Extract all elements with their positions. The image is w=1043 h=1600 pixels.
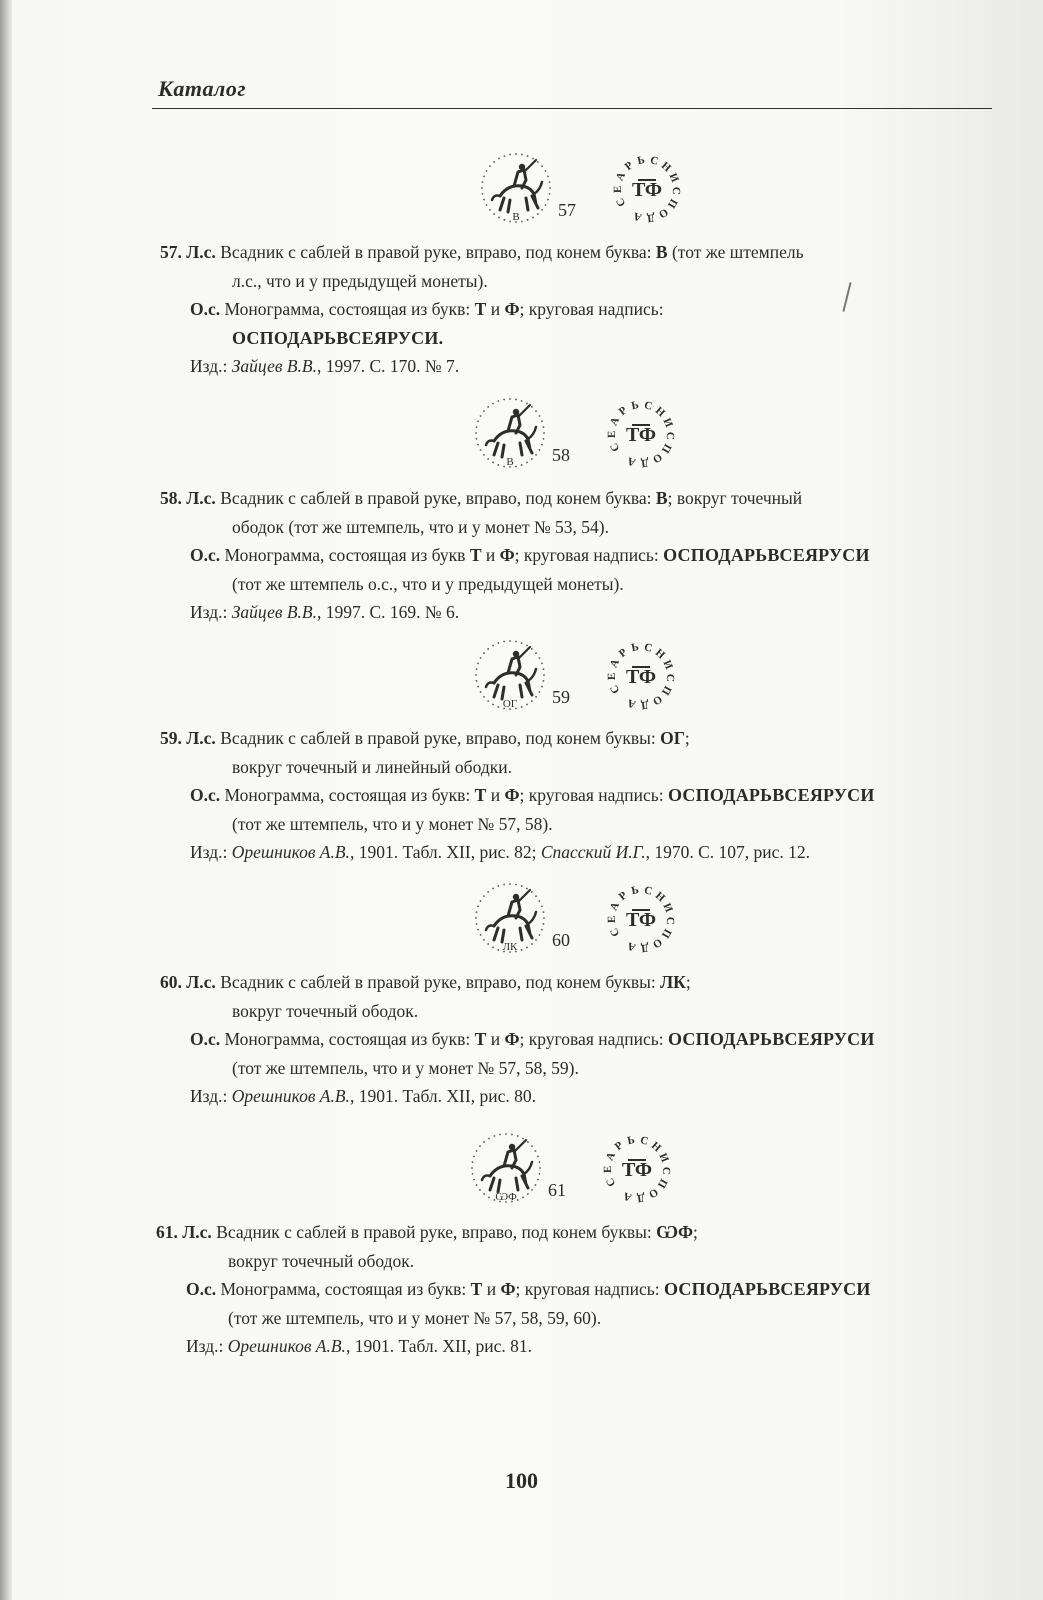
legend-letter: О bbox=[656, 205, 671, 221]
entry-number: 60. bbox=[160, 972, 182, 992]
obverse-label: Л.с. bbox=[186, 488, 216, 508]
reverse-legend: ОСПОДАРЬВСЕЯРУСИ. bbox=[232, 327, 444, 348]
reverse-text: Монограмма, состоящая из букв bbox=[224, 545, 470, 565]
coin-number: 60 bbox=[552, 930, 570, 950]
monogram-letter-f: Ф bbox=[504, 785, 520, 805]
reverse-description-continued: (тот же штемпель, что и у монет № 57, 58). bbox=[232, 813, 553, 834]
obverse-text-tail: ; вокруг точечный bbox=[667, 488, 803, 508]
legend-letter: А bbox=[626, 454, 638, 469]
monogram-letter-f: Ф bbox=[500, 1279, 516, 1299]
coin-obverse-rider-image bbox=[472, 395, 548, 471]
obverse-text: Всадник с саблей в правой руке, вправо, под конем буквы: bbox=[220, 728, 661, 748]
legend-letter: С bbox=[638, 1134, 650, 1148]
publication-author: Орешников А.В. bbox=[231, 1086, 350, 1106]
legend-letter: С bbox=[604, 1175, 619, 1189]
obverse-label: Л.с. bbox=[186, 728, 216, 748]
obverse-text-tail: ; bbox=[684, 728, 690, 748]
monogram-letter-t: Т bbox=[474, 785, 487, 805]
reverse-and: и bbox=[481, 545, 500, 565]
legend-letter: П bbox=[658, 926, 674, 941]
obverse-text: Всадник с саблей в правой руке, вправо, под конем буква: bbox=[220, 488, 656, 508]
obverse-letters: ѠФ bbox=[656, 1222, 694, 1242]
reverse-and: и bbox=[486, 299, 505, 319]
legend-letter: А bbox=[626, 696, 638, 711]
reverse-text-tail: ; круговая надпись: bbox=[519, 785, 668, 805]
legend-letter: О bbox=[646, 1185, 661, 1201]
page-header-title: Каталог bbox=[158, 76, 246, 101]
legend-letter: Н bbox=[658, 159, 674, 175]
obverse-description-line bbox=[160, 968, 1000, 997]
publication-author: Зайцев В.В. bbox=[231, 356, 317, 376]
svg-text:ОГ: ОГ bbox=[502, 698, 518, 710]
obverse-letters: В bbox=[655, 488, 668, 508]
publication-author-2: Спасский И.Г. bbox=[540, 842, 646, 862]
catalog-entry bbox=[160, 724, 1000, 867]
catalog-entry bbox=[156, 1218, 996, 1361]
reverse-text: Монограмма, состоящая из букв: bbox=[224, 1029, 475, 1049]
obverse-description-line bbox=[160, 484, 1000, 513]
reverse-label: О.с. bbox=[186, 1279, 217, 1299]
legend-letter: Ь bbox=[630, 640, 640, 655]
reverse-description-continued: (тот же штемпель, что и у монет № 57, 58, 59, 60). bbox=[228, 1307, 602, 1328]
svg-text:ѠФ: ѠФ bbox=[495, 1191, 517, 1203]
reverse-and: и bbox=[482, 1279, 501, 1299]
legend-letter: Р bbox=[616, 404, 630, 418]
monogram-letter-f: Ф bbox=[504, 299, 520, 319]
legend-letter: С bbox=[608, 682, 623, 696]
coin-obverse-rider-image bbox=[478, 150, 554, 226]
obverse-text: Всадник с саблей в правой руке, вправо, под конем буква: bbox=[220, 242, 656, 262]
legend-letter: С bbox=[642, 884, 654, 898]
publication-label: Изд.: bbox=[190, 842, 232, 862]
reverse-text-tail: ; круговая надпись: bbox=[519, 1029, 668, 1049]
coin-number: 58 bbox=[552, 445, 570, 465]
reverse-label: О.с. bbox=[190, 299, 221, 319]
publication-details: , 1997. С. 170. № 7. bbox=[316, 356, 460, 376]
legend-letter: А bbox=[607, 415, 622, 428]
legend-letter: А bbox=[607, 657, 622, 670]
obverse-text-tail: ; bbox=[693, 1222, 698, 1242]
reverse-description-line bbox=[160, 541, 1000, 570]
legend-letter: О bbox=[650, 450, 665, 466]
reverse-description-continued bbox=[160, 324, 1000, 353]
reverse-legend: ОСПОДАРЬВСЕЯРУСИ bbox=[668, 1029, 875, 1049]
reverse-text: Монограмма, состоящая из букв: bbox=[224, 299, 475, 319]
publication-author: Орешников А.В. bbox=[227, 1336, 346, 1356]
legend-letter: Д bbox=[640, 941, 650, 955]
svg-text:В: В bbox=[512, 211, 520, 223]
publication-line bbox=[160, 352, 1000, 381]
obverse-description-line bbox=[156, 1218, 996, 1247]
legend-letter: С bbox=[642, 399, 654, 413]
reverse-text-tail: ; круговая надпись: bbox=[514, 545, 664, 565]
legend-letter: С bbox=[648, 154, 660, 168]
publication-line bbox=[160, 598, 1000, 627]
obverse-letters: ЛК bbox=[660, 972, 686, 992]
legend-letter: П bbox=[654, 1176, 670, 1191]
obverse-description-continued: вокруг точечный ободок. bbox=[228, 1250, 415, 1271]
legend-letter: А bbox=[603, 1150, 618, 1163]
svg-text:ТФ: ТФ bbox=[631, 179, 663, 201]
legend-letter: И bbox=[660, 416, 675, 430]
legend-letter: С bbox=[614, 195, 629, 209]
legend-letter: Д bbox=[640, 456, 650, 470]
legend-letter: Ь bbox=[630, 883, 640, 898]
coin-reverse-monogram-image bbox=[598, 1130, 676, 1208]
legend-letter: С bbox=[663, 431, 677, 441]
monogram-letter-f: Ф bbox=[504, 1029, 520, 1049]
publication-line bbox=[160, 1082, 1000, 1111]
obverse-description-continued: л.с., что и у предыдущей монеты). bbox=[232, 270, 488, 291]
legend-letter: А bbox=[613, 170, 628, 183]
legend-letter: А bbox=[626, 939, 638, 954]
coin-obverse-rider-image bbox=[472, 637, 548, 713]
obverse-label: Л.с. bbox=[186, 972, 216, 992]
legend-letter: С bbox=[608, 925, 623, 939]
page-number: 100 bbox=[505, 1468, 538, 1493]
legend-letter: С bbox=[659, 1166, 673, 1176]
legend-letter: Ь bbox=[630, 398, 640, 413]
publication-label: Изд.: bbox=[190, 1086, 232, 1106]
publication-label: Изд.: bbox=[186, 1336, 228, 1356]
legend-letter: А bbox=[622, 1189, 634, 1204]
reverse-and: и bbox=[486, 785, 505, 805]
monogram-letter-t: Т bbox=[474, 299, 487, 319]
catalog-entry bbox=[160, 484, 1000, 627]
monogram-letter-f: Ф bbox=[499, 545, 515, 565]
reverse-description-line bbox=[160, 781, 1000, 810]
legend-letter: Н bbox=[652, 889, 668, 905]
legend-letter: Е bbox=[605, 672, 619, 681]
legend-letter: С bbox=[642, 641, 654, 655]
obverse-text: Всадник с саблей в правой руке, вправо, под конем буквы: bbox=[216, 1222, 657, 1242]
publication-line bbox=[156, 1332, 996, 1361]
reverse-label: О.с. bbox=[190, 1029, 221, 1049]
header-rule bbox=[152, 108, 992, 109]
obverse-description-line bbox=[160, 238, 1000, 267]
obverse-text: Всадник с саблей в правой руке, вправо, под конем буквы: bbox=[220, 972, 661, 992]
coin-number: 59 bbox=[552, 687, 570, 707]
entry-number: 57. bbox=[160, 242, 182, 262]
entry-number: 59. bbox=[160, 728, 182, 748]
monogram-letter-t: Т bbox=[474, 1029, 487, 1049]
publication-details: , 1997. С. 169. № 6. bbox=[316, 602, 460, 622]
svg-text:ТФ: ТФ bbox=[621, 1159, 653, 1181]
legend-letter: С bbox=[663, 916, 677, 926]
obverse-description-line bbox=[160, 724, 1000, 753]
publication-details-2: , 1970. С. 107, рис. 12. bbox=[645, 842, 811, 862]
coin-reverse-monogram-image bbox=[602, 637, 680, 715]
reverse-legend: ОСПОДАРЬВСЕЯРУСИ bbox=[668, 785, 875, 805]
obverse-letters: В bbox=[655, 242, 668, 262]
reverse-description-line bbox=[160, 295, 1000, 324]
legend-letter: Е bbox=[605, 915, 619, 924]
coin-number: 57 bbox=[558, 200, 576, 220]
legend-letter: Н bbox=[648, 1139, 664, 1155]
legend-letter: П bbox=[658, 441, 674, 456]
obverse-description-continued: ободок (тот же штемпель, что и у монет № 53, 54). bbox=[232, 516, 609, 537]
coin-illustration-pair bbox=[478, 150, 738, 230]
legend-letter: Д bbox=[636, 1191, 646, 1205]
coin-number: 61 bbox=[548, 1180, 566, 1200]
entry-number: 58. bbox=[160, 488, 182, 508]
coin-reverse-monogram-image bbox=[608, 150, 686, 228]
svg-text:ТФ: ТФ bbox=[625, 666, 657, 688]
publication-details: , 1901. Табл. XII, рис. 82; bbox=[349, 842, 541, 862]
publication-author: Зайцев В.В. bbox=[231, 602, 317, 622]
legend-letter: О bbox=[650, 692, 665, 708]
legend-letter: Р bbox=[622, 159, 636, 173]
reverse-text: Монограмма, состоящая из букв: bbox=[220, 1279, 471, 1299]
book-spine-shadow bbox=[0, 0, 12, 1600]
svg-text:ТФ: ТФ bbox=[625, 424, 657, 446]
reverse-label: О.с. bbox=[190, 545, 221, 565]
reverse-text-tail: ; круговая надпись: bbox=[519, 299, 664, 319]
reverse-description-line bbox=[156, 1275, 996, 1304]
svg-text:ЛК: ЛК bbox=[502, 941, 518, 953]
publication-label: Изд.: bbox=[190, 356, 232, 376]
publication-author: Орешников А.В. bbox=[231, 842, 350, 862]
coin-illustration-pair bbox=[472, 880, 732, 960]
entry-number: 61. bbox=[156, 1222, 178, 1242]
legend-letter: П bbox=[658, 683, 674, 698]
reverse-text-tail: ; круговая надпись: bbox=[515, 1279, 664, 1299]
catalog-entry bbox=[160, 238, 1000, 381]
publication-line bbox=[160, 838, 1000, 867]
coin-illustration-pair bbox=[472, 395, 732, 475]
legend-letter: И bbox=[666, 171, 681, 185]
reverse-and: и bbox=[486, 1029, 505, 1049]
legend-letter: Д bbox=[640, 698, 650, 712]
legend-letter: Д bbox=[646, 211, 656, 225]
reverse-description-continued: (тот же штемпель о.с., что и у предыдущей монеты). bbox=[232, 573, 624, 594]
legend-letter: Р bbox=[616, 646, 630, 660]
reverse-description-continued: (тот же штемпель, что и у монет № 57, 58, 59). bbox=[232, 1057, 579, 1078]
legend-letter: С bbox=[669, 186, 683, 196]
coin-reverse-monogram-image bbox=[602, 395, 680, 473]
coin-obverse-rider-image bbox=[468, 1130, 544, 1206]
reverse-label: О.с. bbox=[190, 785, 221, 805]
reverse-legend: ОСПОДАРЬВСЕЯРУСИ bbox=[663, 545, 870, 565]
obverse-text-tail: ; bbox=[685, 972, 691, 992]
monogram-letter-t: Т bbox=[469, 545, 482, 565]
catalog-entry bbox=[160, 968, 1000, 1111]
obverse-description-continued: вокруг точечный ободок. bbox=[232, 1000, 419, 1021]
svg-text:В: В bbox=[506, 456, 514, 468]
reverse-legend: ОСПОДАРЬВСЕЯРУСИ bbox=[664, 1279, 871, 1299]
legend-letter: А bbox=[632, 209, 644, 224]
legend-letter: Е bbox=[611, 185, 625, 194]
reverse-text: Монограмма, состоящая из букв: bbox=[224, 785, 475, 805]
publication-details: , 1901. Табл. XII, рис. 80. bbox=[349, 1086, 536, 1106]
coin-illustration-pair bbox=[472, 637, 732, 717]
legend-letter: Е bbox=[601, 1165, 615, 1174]
legend-letter: П bbox=[664, 196, 680, 211]
coin-obverse-rider-image bbox=[472, 880, 548, 956]
reverse-description-line bbox=[160, 1025, 1000, 1054]
obverse-text-tail: (тот же штемпель bbox=[667, 242, 804, 262]
legend-letter: А bbox=[607, 900, 622, 913]
legend-letter: И bbox=[660, 901, 675, 915]
obverse-letters: ОГ bbox=[660, 728, 685, 748]
legend-letter: Р bbox=[612, 1139, 626, 1153]
legend-letter: И bbox=[660, 658, 675, 672]
legend-letter: Е bbox=[605, 430, 619, 439]
legend-letter: Р bbox=[616, 889, 630, 903]
obverse-description-continued: вокруг точечный и линейный ободки. bbox=[232, 756, 512, 777]
legend-letter: Ь bbox=[636, 153, 646, 168]
legend-letter: Ь bbox=[626, 1133, 636, 1148]
svg-text:ТФ: ТФ bbox=[625, 909, 657, 931]
monogram-letter-t: Т bbox=[470, 1279, 483, 1299]
legend-letter: Н bbox=[652, 646, 668, 662]
publication-details: , 1901. Табл. XII, рис. 81. bbox=[345, 1336, 532, 1356]
obverse-label: Л.с. bbox=[186, 242, 216, 262]
coin-reverse-monogram-image bbox=[602, 880, 680, 958]
legend-letter: О bbox=[650, 935, 665, 951]
obverse-label: Л.с. bbox=[182, 1222, 212, 1242]
legend-letter: И bbox=[656, 1151, 671, 1165]
legend-letter: Н bbox=[652, 404, 668, 420]
coin-illustration-pair bbox=[468, 1130, 728, 1210]
legend-letter: С bbox=[663, 673, 677, 683]
legend-letter: С bbox=[608, 440, 623, 454]
publication-label: Изд.: bbox=[190, 602, 232, 622]
